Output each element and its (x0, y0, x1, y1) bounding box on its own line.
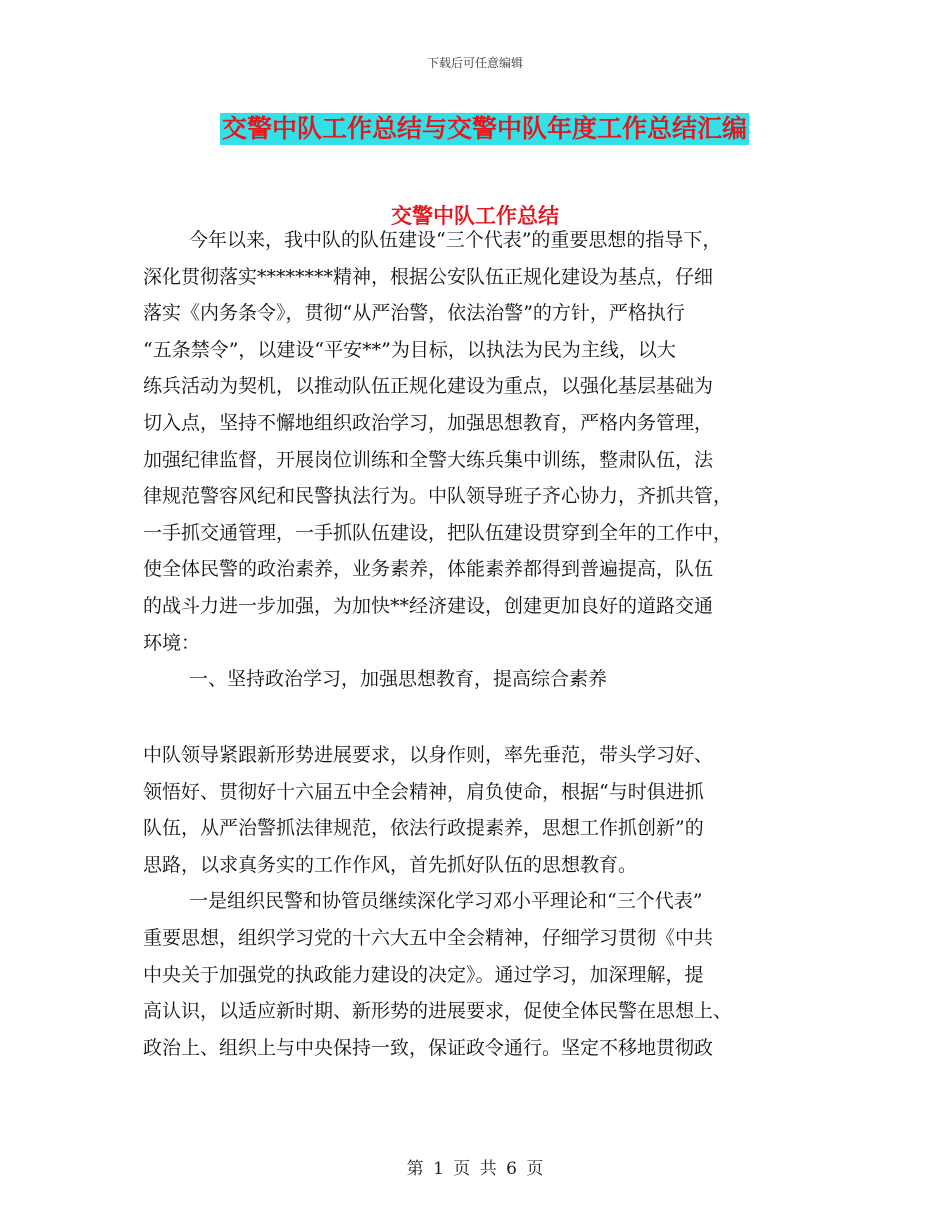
intro-paragraph (143, 222, 823, 698)
text-line: 重要思想，组织学习党的十六大五中全会精神，仔细学习贯彻《中共 (143, 926, 714, 949)
main-title: 交警中队工作总结与交警中队年度工作总结汇编 (222, 114, 748, 143)
text-line: 一是组织民警和协管员继续深化学习邓小平理论和“三个代表” (189, 890, 703, 913)
text-line: 队伍，从严治警抓法律规范，依法行政提素养，思想工作抓创新”的 (143, 817, 704, 840)
text-line: 一手抓交通管理，一手抓队伍建设，把队伍建设贯穿到全年的工作中， (143, 521, 733, 544)
page-footer: 第 1 页 共 6 页 (406, 1159, 544, 1179)
sub-title: 交警中队工作总结 (391, 204, 559, 228)
text-line: 高认识，以适应新时期、新形势的进展要求，促使全体民警在思想上、 (143, 1000, 733, 1023)
text-line: “五条禁令”，以建设“平安**”为目标，以执法为民为主线，以大 (143, 338, 676, 361)
text-line: 切入点，坚持不懈地组织政治学习，加强思想教育，严格内务管理， (143, 411, 714, 434)
section-one-paragraph (143, 737, 823, 1066)
text-line: 落实《内务条令》，贯彻“从严治警，依法治警”的方针，严格执行 (143, 302, 685, 325)
section-heading: 一、坚持政治学习，加强思想教育，提高综合素养 (189, 668, 608, 691)
text-line: 练兵活动为契机，以推动队伍正规化建设为重点，以强化基层基础为 (143, 375, 714, 398)
text-line: 中央关于加强党的执政能力建设的决定》。通过学习，加深理解，提 (143, 963, 704, 986)
text-line: 思路，以求真务实的工作作风，首先抓好队伍的思想教育。 (143, 853, 638, 876)
text-line: 今年以来，我中队的队伍建设“三个代表”的重要思想的指导下， (189, 229, 722, 251)
text-line: 中队领导紧跟新形势进展要求，以身作则，率先垂范，带头学习好、 (143, 744, 714, 766)
text-line: 加强纪律监督，开展岗位训练和全警大练兵集中训练，整肃队伍，法 (143, 448, 714, 471)
text-line: 的战斗力进一步加强，为加快**经济建设，创建更加良好的道路交通 (143, 594, 714, 617)
header-note: 下载后可任意编辑 (426, 56, 523, 70)
text-line: 领悟好、贯彻好十六届五中全会精神，肩负使命，根据“与时俱进抓 (143, 780, 704, 803)
text-line: 政治上、组织上与中央保持一致，保证政令通行。坚定不移地贯彻政 (143, 1036, 714, 1059)
text-line: 深化贯彻落实********精神，根据公安队伍正规化建设为基点，仔细 (143, 265, 714, 288)
text-line: 使全体民警的政治素养，业务素养，体能素养都得到普遍提高，队伍 (143, 558, 714, 581)
text-line: 律规范警容风纪和民警执法行为。中队领导班子齐心协力，齐抓共管， (143, 485, 733, 508)
text-line: 环境： (143, 631, 201, 654)
